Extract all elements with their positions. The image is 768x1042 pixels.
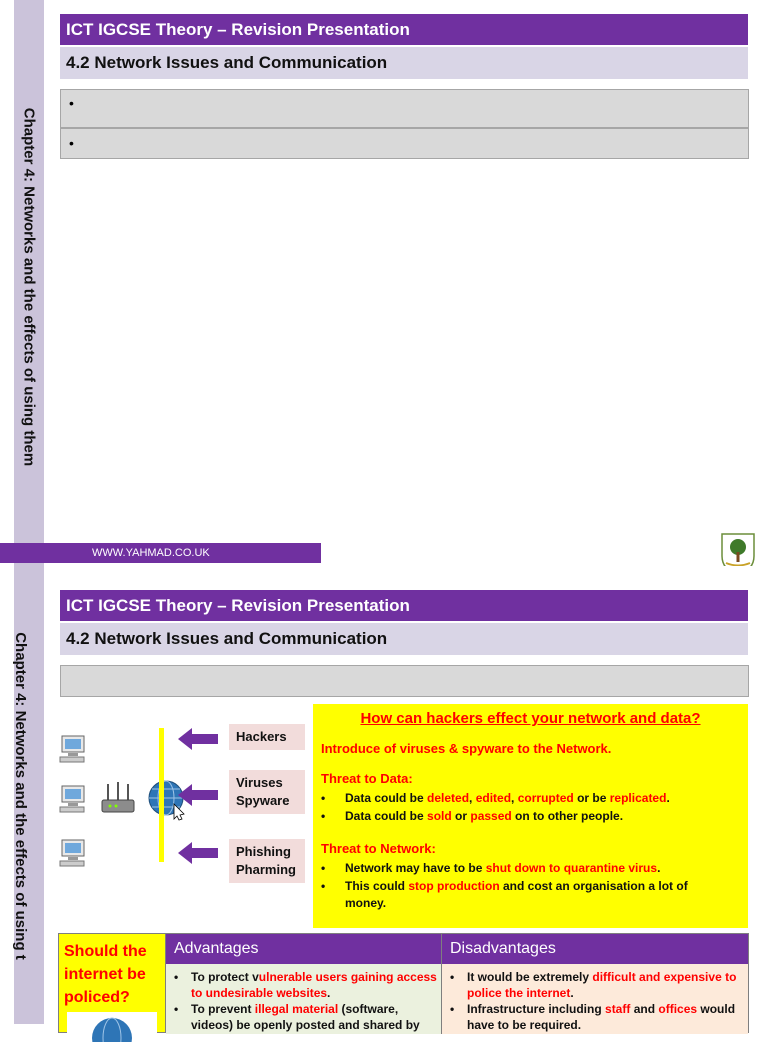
slide-2	[0, 566, 768, 1032]
threat-label-hackers	[229, 724, 305, 750]
label-hackers: Hackers	[236, 729, 287, 744]
router-icon	[100, 780, 136, 816]
label-phishing: Phishing	[236, 844, 291, 859]
computer-icon	[58, 734, 90, 764]
arrow-left-icon	[178, 784, 218, 806]
data-threat-bullet-1: • Data could be deleted, edited, corrupted or be replicated.	[321, 791, 670, 805]
slide-title: ICT IGCSE Theory – Revision Presentation	[60, 590, 748, 621]
slide-title: ICT IGCSE Theory – Revision Presentation	[60, 14, 748, 45]
network-threat-heading: Threat to Network:	[321, 841, 436, 856]
label-viruses: Viruses	[236, 775, 283, 790]
bullet-box-1	[60, 89, 749, 128]
network-threat-bullet-1: • Network may have to be shut down to quarantine virus.	[321, 861, 661, 875]
bullet-point: •	[69, 95, 74, 111]
disadvantages-header: Disadvantages	[442, 934, 748, 964]
network-connector-line	[159, 728, 164, 862]
data-threat-bullet-2: • Data could be sold or passed on to other people.	[321, 809, 624, 823]
disadvantage-item: • It would be extremely difficult and expensive to police the internet.	[450, 970, 737, 1000]
globe-icon	[67, 1012, 157, 1042]
bullet-box-2	[60, 128, 749, 159]
arrow-left-icon	[178, 842, 218, 864]
computer-icon	[58, 784, 90, 814]
policing-question: Should the internet be policed?	[64, 943, 147, 1006]
bullet-point: •	[69, 135, 74, 151]
hacker-effects-panel	[313, 704, 748, 928]
label-pharming: Pharming	[236, 862, 296, 877]
data-threat-heading: Threat to Data:	[321, 771, 413, 786]
computer-icon	[58, 838, 90, 868]
disadvantages-cell	[442, 964, 748, 1034]
policing-table	[58, 933, 749, 1033]
panel-intro: Introduce of viruses & spyware to the Network.	[321, 741, 612, 756]
network-threat-bullet-2: • This could stop production and cost an organisation a lot of money.	[321, 879, 688, 910]
slide-subtitle: 4.2 Network Issues and Communication	[60, 47, 748, 79]
slide-subtitle: 4.2 Network Issues and Communication	[60, 623, 748, 655]
empty-content-box	[60, 665, 749, 697]
advantage-item: • To protect vulnerable users gaining access to undesirable websites.	[174, 970, 437, 1000]
threat-label-viruses-spyware	[229, 770, 305, 814]
disadvantage-item: • Infrastructure including staff and offices would have to be required.	[450, 1002, 736, 1032]
chapter-sidebar-text: Chapter 4: Networks and the effects of using t	[12, 632, 29, 960]
footer-url[interactable]: WWW.YAHMAD.CO.UK	[92, 547, 210, 559]
advantages-cell	[166, 964, 442, 1034]
arrow-left-icon	[178, 728, 218, 750]
chapter-sidebar-text: Chapter 4: Networks and the effects of using them	[20, 107, 38, 467]
question-cell	[59, 934, 166, 1032]
footer-bar	[0, 543, 321, 563]
label-spyware: Spyware	[236, 793, 290, 808]
advantage-item: • To prevent illegal material (software, videos) be openly posted and shared by	[174, 1002, 420, 1032]
threat-label-phishing-pharming	[229, 839, 305, 883]
panel-heading: How can hackers effect your network and data?	[360, 710, 701, 727]
advantages-header: Advantages	[166, 934, 442, 964]
